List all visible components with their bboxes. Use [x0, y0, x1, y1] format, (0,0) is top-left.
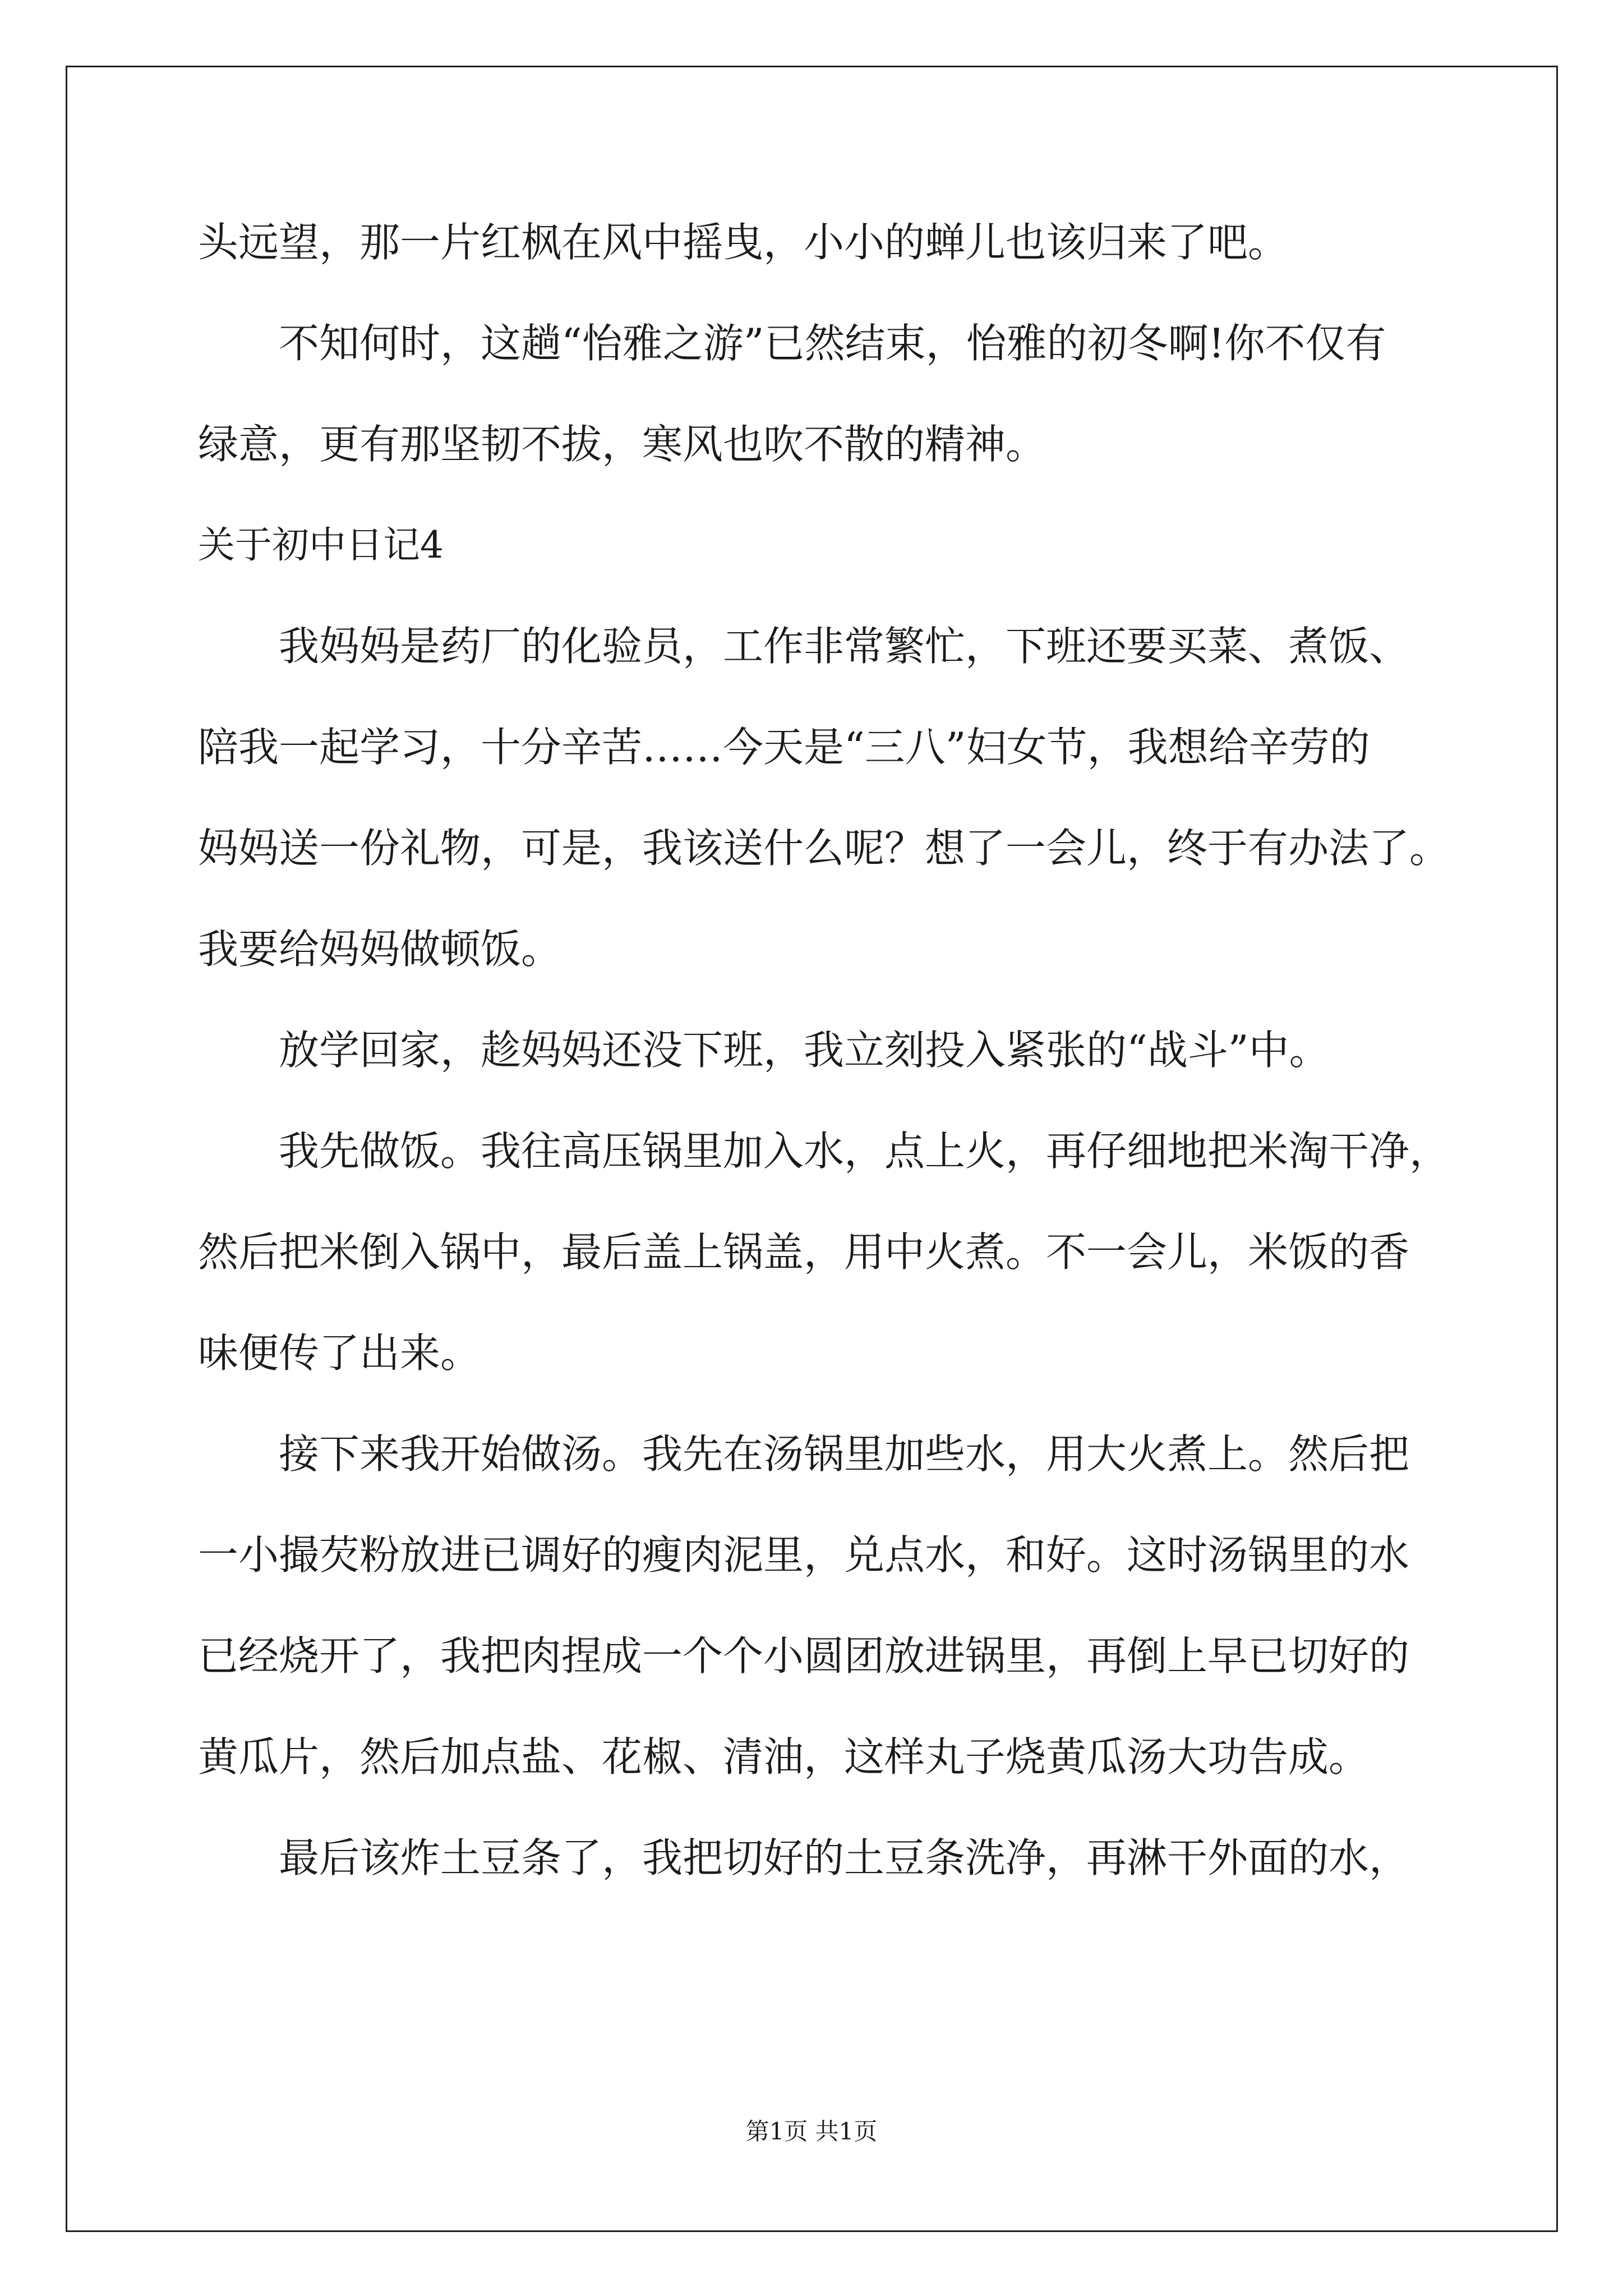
text-line: 味便传了出来。: [198, 1329, 481, 1377]
section-heading: 关于初中日记4: [198, 523, 444, 567]
text-line: 我妈妈是药厂的化验员，工作非常繁忙，下班还要买菜、煮饭、: [279, 623, 1410, 670]
text-line: 妈妈送一份礼物，可是，我该送什么呢？想了一会儿，终于有办法了。: [198, 825, 1450, 872]
text-line: 不知何时，这趟“怡雅之游”已然结束，怡雅的初冬啊!你不仅有: [279, 320, 1386, 367]
text-line: 陪我一起学习，十分辛苦……今天是“三八”妇女节，我想给辛劳的: [198, 724, 1370, 771]
text-line: 然后把米倒入锅中，最后盖上锅盖，用中火煮。不一会儿，米饭的香: [198, 1228, 1410, 1276]
text-line: 放学回家，趁妈妈还没下班，我立刻投入紧张的“战斗”中。: [279, 1027, 1330, 1074]
text-line: 最后该炸土豆条了，我把切好的土豆条洗净，再淋干外面的水，: [279, 1834, 1410, 1881]
text-line: 头远望，那一片红枫在风中摇曳，小小的蝉儿也该归来了吧。: [198, 219, 1289, 266]
text-line: 接下来我开始做汤。我先在汤锅里加些水，用大火煮上。然后把: [279, 1430, 1410, 1478]
text-line: 绿意，更有那坚韧不拔，寒风也吹不散的精神。: [198, 421, 1046, 468]
text-line: 我先做饭。我往高压锅里加入水，点上火，再仔细地把米淘干净，: [279, 1128, 1450, 1175]
text-line: 黄瓜片，然后加点盐、花椒、清油，这样丸子烧黄瓜汤大功告成。: [198, 1733, 1370, 1780]
text-line: 我要给妈妈做顿饭。: [198, 926, 562, 973]
text-line: 一小撮芡粉放进已调好的瘦肉泥里，兑点水，和好。这时汤锅里的水: [198, 1531, 1410, 1579]
text-line: 已经烧开了，我把肉捏成一个个小圆团放进锅里，再倒上早已切好的: [198, 1632, 1410, 1680]
page-footer: 第1页 共1页: [745, 2118, 878, 2145]
